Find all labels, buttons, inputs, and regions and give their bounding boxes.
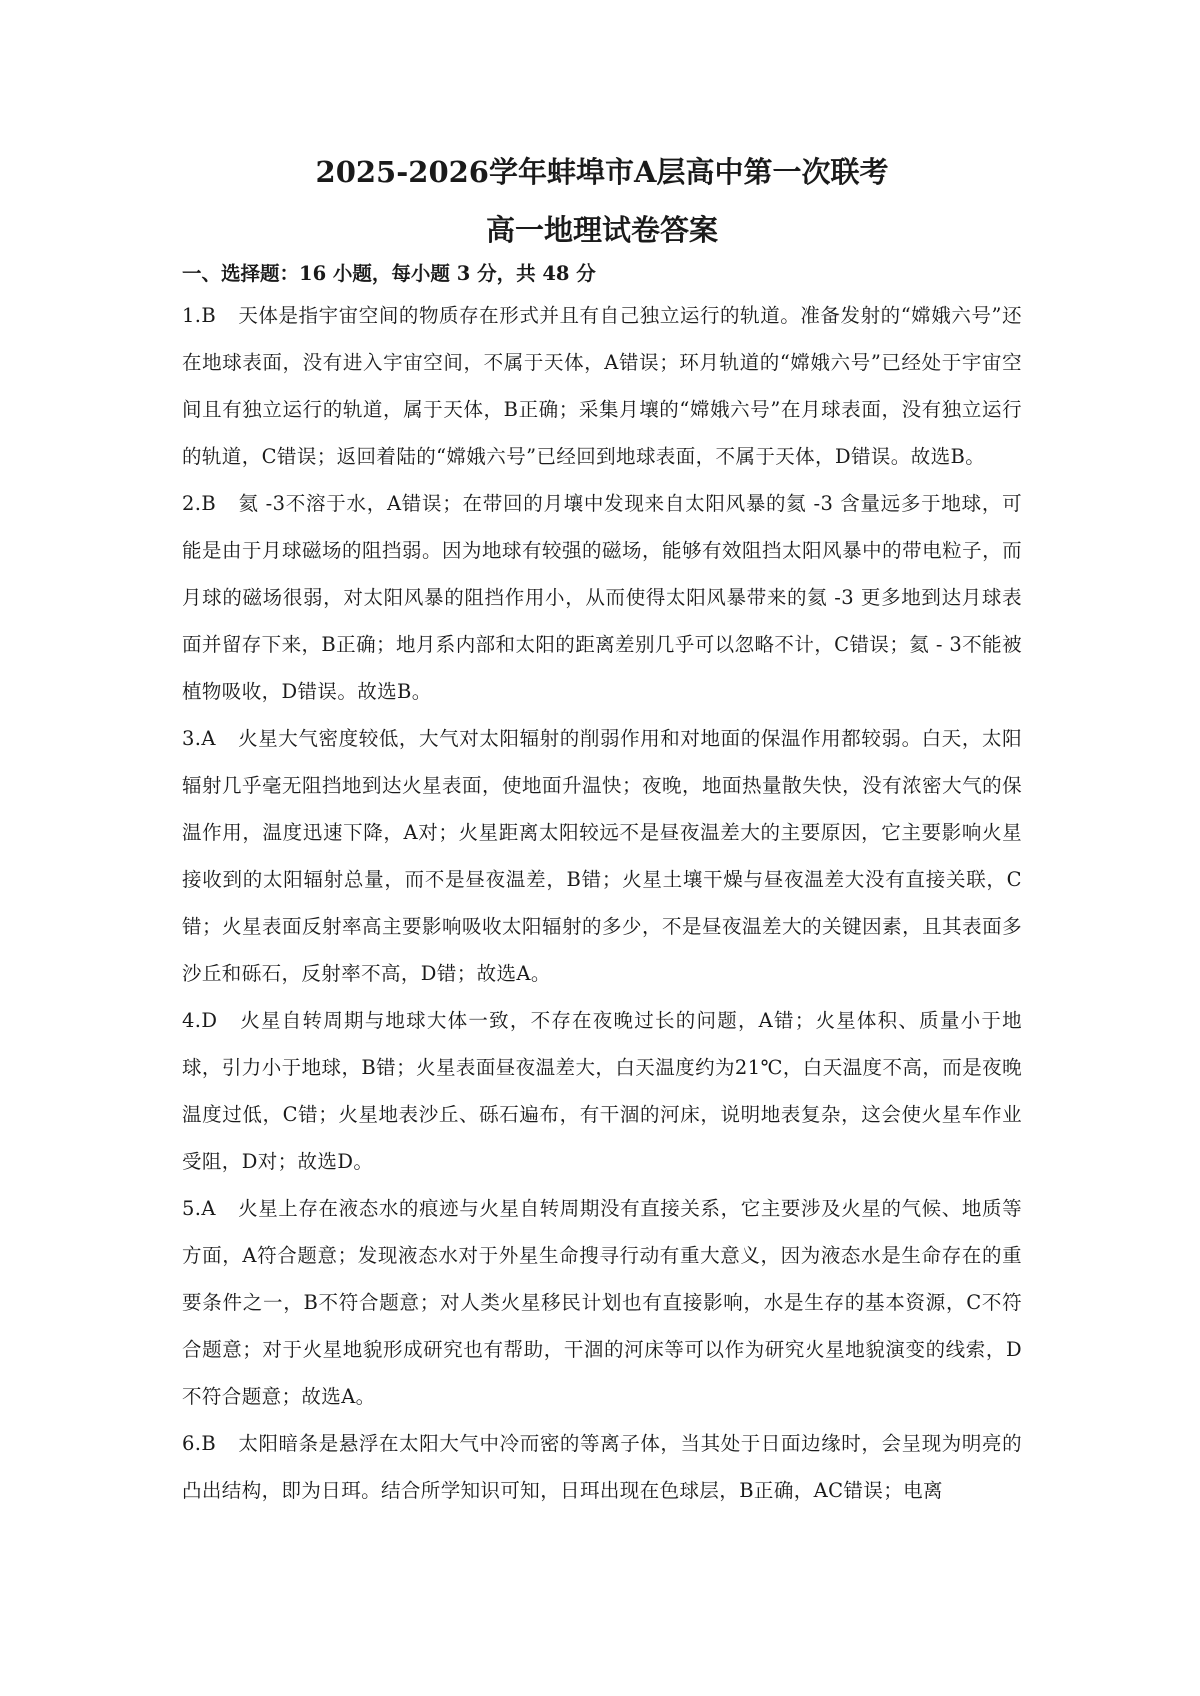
answer-list [182, 292, 1022, 1514]
answer-explanation: 火星上存在液态水的痕迹与火星自转周期没有直接关系，它主要涉及火星的气候、地质等方面，A符合题意；发现液态水对于外星生命搜寻行动有重大意义，因为液态水是生命存在的重要条件之一，B不符合题意；对人类火星移民计划也有直接影响，水是生存的基本资源，C不符合题意；对于火星地貌形成研究也有帮助，干涸的河床等可以作为研究火星地貌演变的线索，D不符合题意；故选A。 [182, 1197, 1022, 1408]
answer-sheet-subtitle: 高一地理试卷答案 [485, 213, 718, 247]
answer-number: 6.B [182, 1432, 217, 1455]
answer-item-3 [182, 715, 1022, 997]
answer-item-2 [182, 480, 1022, 715]
answer-number: 1.B [182, 304, 217, 327]
answer-item-6 [182, 1420, 1022, 1514]
section-heading-multiple-choice: 一、选择题：16 小题，每小题 3 分，共 48 分 [182, 262, 596, 285]
answer-item-4 [182, 997, 1022, 1185]
answer-explanation: 太阳暗条是悬浮在太阳大气中冷而密的等离子体，当其处于日面边缘时，会呈现为明亮的凸出结构，即为日珥。结合所学知识可知，日珥出现在色球层，B正确，AC错误；电离 [182, 1432, 1022, 1502]
answer-item-1 [182, 292, 1022, 480]
answer-number: 5.A [182, 1197, 216, 1220]
answer-explanation: 天体是指宇宙空间的物质存在形式并且有自己独立运行的轨道。准备发射的“嫦娥六号”还在地球表面，没有进入宇宙空间，不属于天体，A错误；环月轨道的“嫦娥六号”已经处于宇宙空间且有独立运行的轨道，属于天体，B正确；采集月壤的“嫦娥六号”在月球表面，没有独立运行的轨道，C错误；返回着陆的“嫦娥六号”已经回到地球表面，不属于天体，D错误。故选B。 [182, 304, 1022, 468]
answer-explanation: 火星大气密度较低，大气对太阳辐射的削弱作用和对地面的保温作用都较弱。白天，太阳辐射几乎毫无阻挡地到达火星表面，使地面升温快；夜晚，地面热量散失快，没有浓密大气的保温作用，温度迅速下降，A对；火星距离太阳较远不是昼夜温差大的主要原因，它主要影响火星接收到的太阳辐射总量，而不是昼夜温差，B错；火星土壤干燥与昼夜温差大没有直接关联，C错；火星表面反射率高主要影响吸收太阳辐射的多少，不是昼夜温差大的关键因素，且其表面多沙丘和砾石，反射率不高，D错；故选A。 [182, 727, 1022, 985]
answer-sheet-page [182, 150, 1022, 1514]
answer-explanation: 氦 -3不溶于水，A错误；在带回的月壤中发现来自太阳风暴的氦 -3 含量远多于地球，可能是由于月球磁场的阻挡弱。因为地球有较强的磁场，能够有效阻挡太阳风暴中的带电粒子，而月球的磁场很弱，对太阳风暴的阻挡作用小，从而使得太阳风暴带来的氦 -3 更多地到达月球表面并留存下来，B正确；地月系内部和太阳的距离差别几乎可以忽略不计，C错误；氦 - 3不能被植物吸收，D错误。故选B。 [182, 492, 1022, 703]
answer-item-5 [182, 1185, 1022, 1420]
answer-explanation: 火星自转周期与地球大体一致，不存在夜晚过长的问题，A错；火星体积、质量小于地球，引力小于地球，B错；火星表面昼夜温差大，白天温度约为21℃，白天温度不高，而是夜晚温度过低，C错；火星地表沙丘、砾石遍布，有干涸的河床，说明地表复杂，这会使火星车作业受阻，D对；故选D。 [182, 1009, 1022, 1173]
answer-number: 4.D [182, 1009, 218, 1032]
answer-number: 2.B [182, 492, 217, 515]
answer-number: 3.A [182, 727, 216, 750]
exam-title: 2025-2026学年蚌埠市A层高中第一次联考 [315, 155, 889, 189]
